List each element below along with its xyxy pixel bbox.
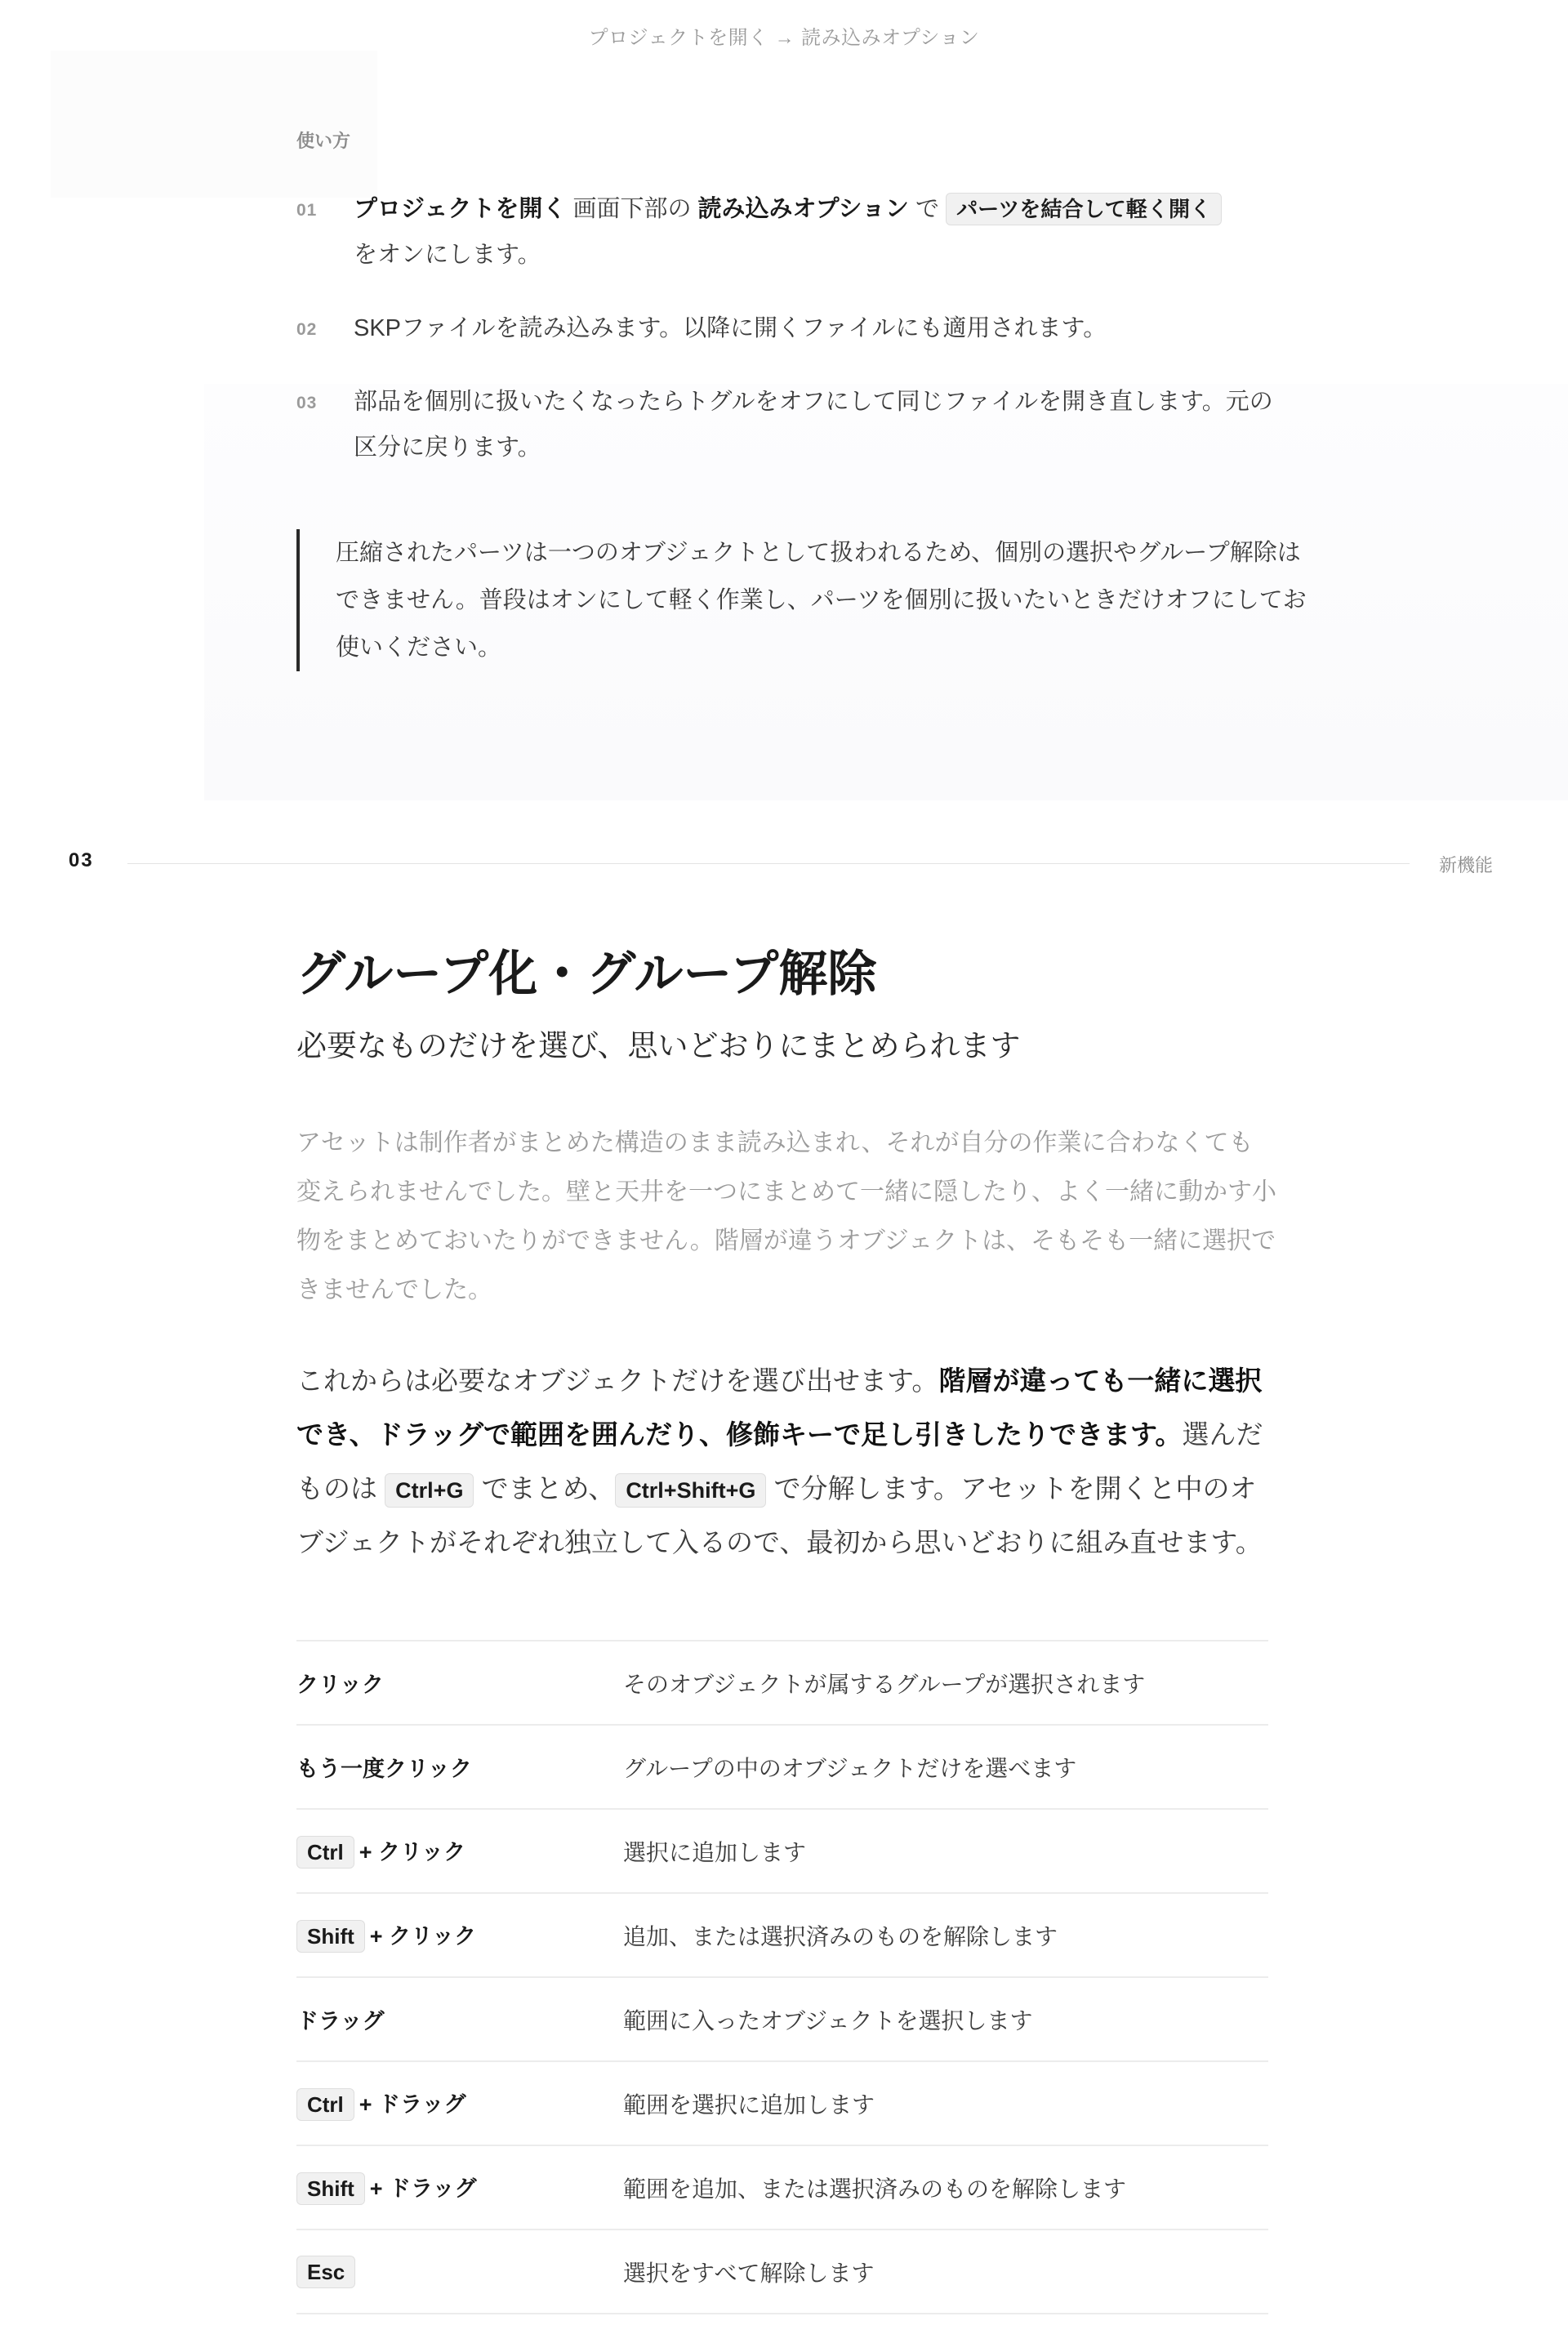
breadcrumb-link-open-project[interactable]: プロジェクトを開く [588,27,768,49]
option-chip-merge-parts: パーツを結合して軽く開く [946,193,1222,225]
step-text: SKPファイルを読み込みます。以降に開くファイルにも適用されます。 [354,315,1107,341]
kbd-shift: Shift [296,2172,365,2205]
shortcut-key [296,1893,623,1977]
breadcrumb-arrow-icon: → [774,27,795,49]
table-row [296,2145,1268,2230]
shortcut-key [296,1977,623,2061]
shortcut-table [296,1640,1268,2314]
step-number: 03 [296,394,318,412]
usage-steps [296,186,1276,498]
shortcut-action: + クリック [359,1839,466,1864]
step-text: で [908,196,947,222]
shortcut-action: + クリック [369,1923,476,1949]
step-number: 01 [296,201,318,220]
lead-main-paragraph [296,1354,1276,1570]
shortcut-desc: 選択に追加します [623,1839,807,1865]
step-bold-import-options: 読み込みオプション [697,196,909,222]
shortcut-key [296,1809,623,1893]
lead-text: でまとめ、 [474,1473,616,1503]
shortcut-key [296,2061,623,2145]
section-divider [0,849,1568,879]
usage-step-3 [296,379,1276,470]
section-subtitle: 必要なものだけを選び、思いどおりにまとめられます [296,1029,1021,1062]
section-tag: 新機能 [1438,855,1493,875]
shortcut-key [296,1641,623,1725]
kbd-shift: Shift [296,1920,365,1953]
shortcut-desc: 選択をすべて解除します [623,2260,875,2286]
shortcut-desc: 範囲を選択に追加します [623,2091,875,2118]
shortcut-key [296,1725,623,1809]
kbd-ctrl: Ctrl [296,1836,354,1869]
kbd-ctrl-shift-g: Ctrl+Shift+G [615,1473,766,1508]
shortcut-desc: 追加、または選択済みのものを解除します [623,1923,1058,1949]
shortcut-desc: グループの中のオブジェクトだけを選べます [623,1755,1077,1781]
usage-step-1 [296,186,1276,278]
note-blockquote: 圧縮されたパーツは一つのオブジェクトとして扱われるため、個別の選択やグループ解除はできません。普段はオンにして軽く作業し、パーツを個別に扱いたいときだけオフにしてお使いください。 [296,529,1316,671]
background-ghost-panel [51,51,377,198]
shortcut-key [296,2145,623,2230]
table-row [296,1809,1268,1893]
shortcut-desc: 範囲に入ったオブジェクトを選択します [623,2007,1033,2034]
table-row [296,1893,1268,1977]
breadcrumb-current: 読み込みオプション [801,27,980,49]
shortcut-action: クリック [296,1673,384,1697]
shortcut-action: + ドラッグ [359,2091,466,2117]
kbd-esc: Esc [296,2256,355,2288]
step-text: 画面下部の [566,196,698,222]
table-row [296,2230,1268,2314]
lead-text: 選んだものは [296,1419,1263,1503]
lead-bold: 階層が違っても一緒に選択でき、ドラッグで範囲を囲んだり、修飾キーで足し引きしたりできます。 [296,1365,1263,1450]
shortcut-key [296,2230,623,2314]
step-bold-open-project: プロジェクトを開く [354,196,567,222]
shortcut-action: もう一度クリック [296,1757,472,1781]
section-number: 03 [69,849,94,871]
shortcut-action: ドラッグ [296,2009,385,2034]
shortcut-desc: そのオブジェクトが属するグループが選択されます [623,1671,1146,1697]
kbd-ctrl: Ctrl [296,2088,354,2121]
section-title: グループ化・グループ解除 [296,947,877,1001]
shortcut-desc: 範囲を追加、または選択済みのものを解除します [623,2176,1127,2202]
usage-label: 使い方 [296,131,351,151]
shortcut-action: + ドラッグ [369,2176,477,2201]
kbd-ctrl-g: Ctrl+G [385,1473,474,1508]
lead-text: これからは必要なオブジェクトだけを選び出せます。 [296,1365,939,1396]
table-row [296,1641,1268,1725]
step-number: 02 [296,320,318,339]
step-text: をオンにします。 [354,242,541,268]
breadcrumb [0,21,1568,50]
section-rule [127,863,1410,864]
table-row [296,2061,1268,2145]
lead-text: で分解します。アセットを開くと中のオブジェクトがそれぞれ独立して入るので、最初から思いどおりに組み直せます。 [296,1473,1263,1557]
step-text: 部品を個別に扱いたくなったらトグルをオフにして同じファイルを開き直します。元の区分に戻ります。 [354,389,1273,461]
usage-step-2 [296,305,1276,351]
table-row [296,1977,1268,2061]
lead-muted-paragraph: アセットは制作者がまとめた構造のまま読み込まれ、それが自分の作業に合わなくても変えられませんでした。壁と天井を一つにまとめて一緒に隠したり、よく一緒に動かす小物をまとめておいたりができません。階層が違うオブジェクトは、そもそも一緒に選択できませんでした。 [296,1129,1276,1303]
table-row [296,1725,1268,1809]
